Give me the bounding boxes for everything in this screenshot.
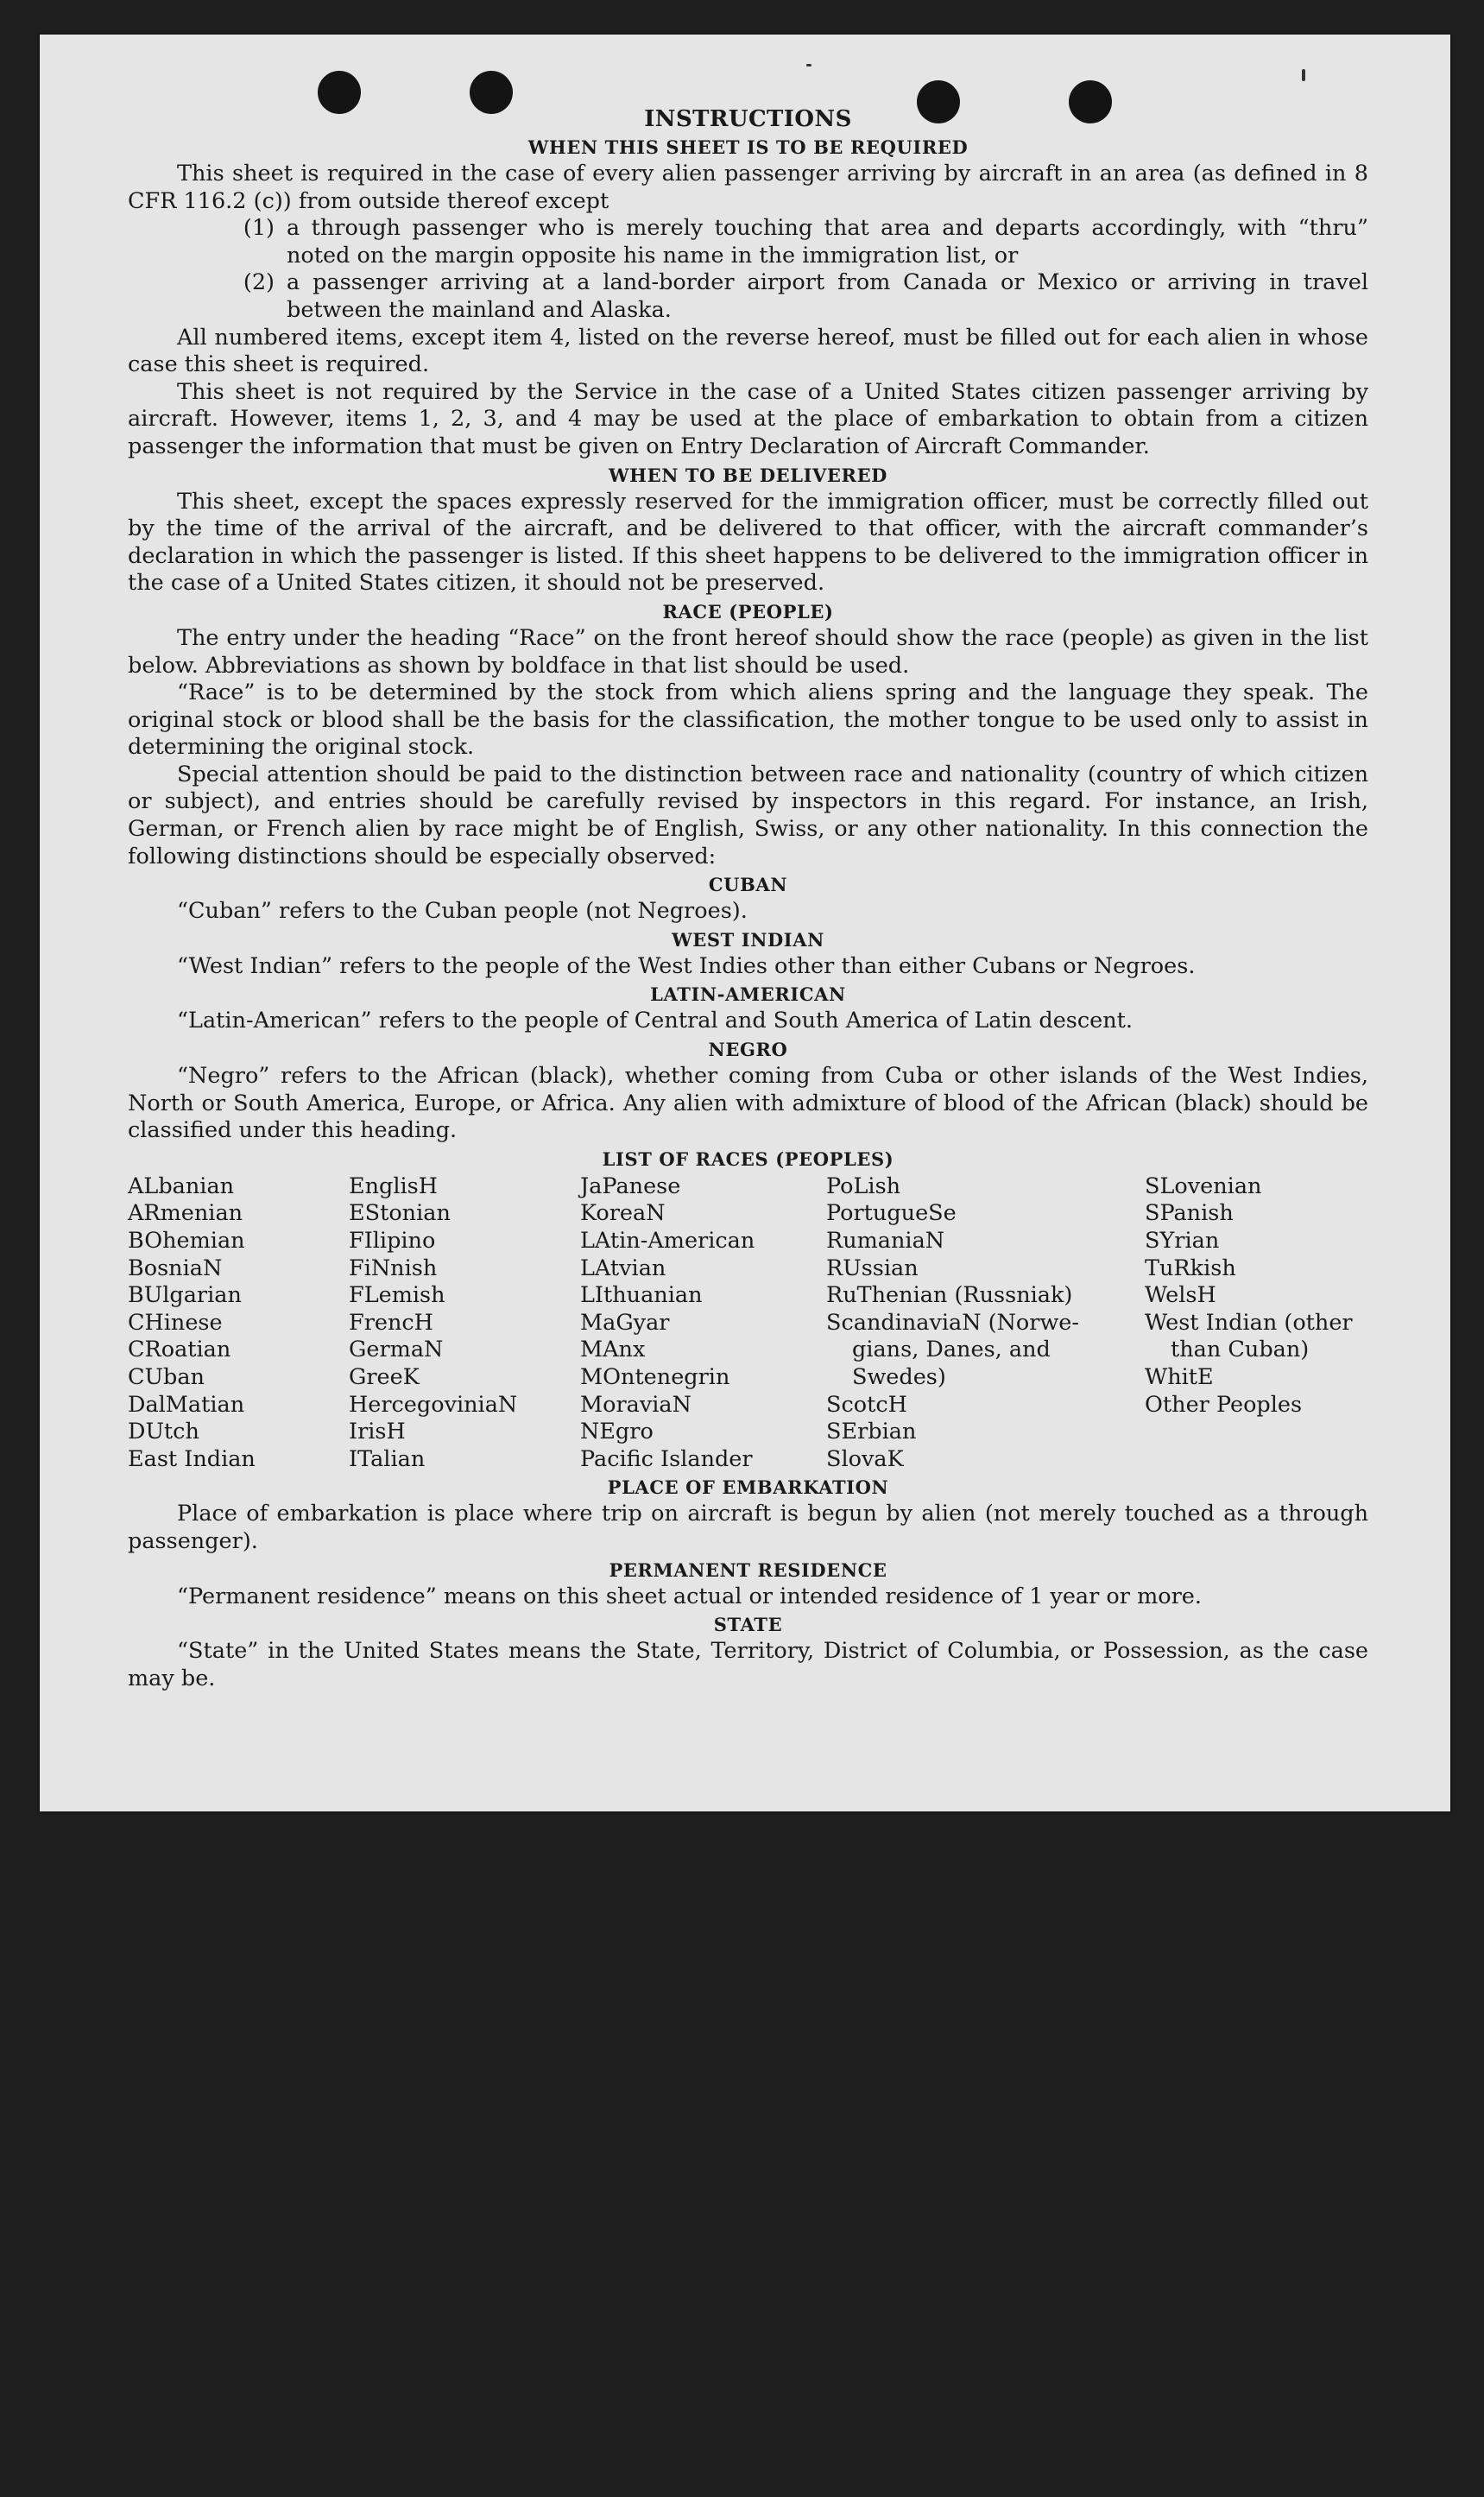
- section-heading: CUBAN: [708, 874, 788, 896]
- section-heading: PERMANENT RESIDENCE: [609, 1558, 887, 1581]
- race-item: BosniaN: [128, 1255, 223, 1281]
- race-item: West Indian (other: [1145, 1309, 1353, 1336]
- race-item: LAtvian: [580, 1255, 666, 1281]
- race-item: DalMatian: [128, 1391, 245, 1418]
- race-item: EStonian: [349, 1200, 451, 1227]
- race-item: MAnx: [580, 1337, 646, 1363]
- list-item: [128, 215, 1368, 269]
- race-item: ARmenian: [128, 1200, 243, 1227]
- race-item: IrisH: [349, 1419, 406, 1445]
- race-column: [128, 1173, 349, 1474]
- race-item: SPanish: [1145, 1200, 1234, 1227]
- race-item: TuRkish: [1145, 1255, 1236, 1281]
- race-item: KoreaN: [580, 1200, 666, 1227]
- race-item: GermaN: [349, 1337, 444, 1363]
- paragraph: This sheet is required in the case of every alien passenger arriving by aircraft in an area (as defined in 8 CFR 116.2 (c)) from outside thereof except: [128, 161, 1368, 214]
- race-item: LIthuanian: [580, 1282, 703, 1309]
- race-item: MoraviaN: [580, 1391, 691, 1418]
- race-item: East Indian: [128, 1445, 256, 1472]
- instructions-body: [128, 105, 1368, 1692]
- race-item: ALbanian: [128, 1173, 235, 1199]
- ink-mark: [1302, 69, 1305, 81]
- race-item: CRoatian: [128, 1337, 231, 1363]
- race-item: Other Peoples: [1145, 1391, 1303, 1418]
- race-column: [580, 1173, 826, 1474]
- paragraph: “Cuban” refers to the Cuban people (not Negroes).: [177, 898, 748, 925]
- paragraph: “West Indian” refers to the people of the West Indies other than either Cubans or Negroes.: [177, 952, 1196, 979]
- race-item: RumaniaN: [826, 1228, 945, 1254]
- race-item: MOntenegrin: [580, 1363, 730, 1390]
- section-heading: WHEN TO BE DELIVERED: [608, 464, 887, 486]
- race-item: BUlgarian: [128, 1282, 242, 1309]
- page-title: INSTRUCTIONS: [644, 106, 852, 132]
- race-item: EnglisH: [349, 1173, 438, 1199]
- race-item: RUssian: [826, 1255, 919, 1281]
- race-item: RuThenian (Russniak): [826, 1282, 1073, 1309]
- race-item: CUban: [128, 1363, 205, 1390]
- item-number: (1): [243, 215, 275, 242]
- paragraph: All numbered items, except item 4, listed on the reverse hereof, must be filled out for each alien in whose case this sheet is required.: [128, 324, 1368, 378]
- section-heading: LIST OF RACES (PEOPLES): [602, 1147, 894, 1170]
- race-item: WelsH: [1145, 1282, 1216, 1309]
- race-item: MaGyar: [580, 1309, 670, 1336]
- race-item: DUtch: [128, 1419, 199, 1445]
- paragraph: This sheet, except the spaces expressly reserved for the immigration officer, must be correctly filled out by the time of the arrival of the aircraft, and be delivered to that officer, with the aircraft commander’s declaration in which the passenger is listed. If this sheet happens to be delivered to the immigration officer in the case of a United States citizen, it should not be preserved.: [128, 488, 1368, 597]
- paragraph: “State” in the United States means the State, Territory, District of Columbia, or Possession, as the case may be.: [128, 1638, 1368, 1691]
- paragraph: “Negro” refers to the African (black), whether coming from Cuba or other islands of the West Indies, North or South America, Europe, or Africa. Any alien with admixture of blood of the African (black) should be classified under this heading.: [128, 1063, 1368, 1144]
- section-heading: PLACE OF EMBARKATION: [607, 1476, 889, 1499]
- paragraph: “Permanent residence” means on this sheet actual or intended residence of 1 year or more.: [177, 1583, 1202, 1609]
- item-text: a through passenger who is merely touching that area and departs accordingly, with “thru” noted on the margin opposite his name in the immigration list, or: [287, 215, 1368, 269]
- paragraph: Place of embarkation is place where trip on aircraft is begun by alien (not merely touched as a through passenger).: [128, 1501, 1368, 1554]
- race-item: WhitE: [1145, 1363, 1214, 1390]
- race-column: [349, 1173, 580, 1474]
- ink-mark: [806, 64, 811, 66]
- race-item: PoLish: [826, 1173, 901, 1199]
- list-item: [128, 269, 1368, 324]
- race-item: CHinese: [128, 1309, 223, 1336]
- section-heading: LATIN-AMERICAN: [650, 983, 846, 1006]
- race-item: SErbian: [826, 1419, 917, 1445]
- race-item-continued: than Cuban): [1171, 1337, 1310, 1363]
- section-heading: WHEN THIS SHEET IS TO BE REQUIRED: [527, 136, 969, 158]
- race-item: FiNnish: [349, 1255, 438, 1281]
- section-heading: STATE: [713, 1614, 783, 1636]
- race-item: ITalian: [349, 1445, 426, 1472]
- race-item: JaPanese: [580, 1173, 681, 1199]
- race-item: PortugueSe: [826, 1200, 957, 1227]
- race-item: LAtin-American: [580, 1228, 755, 1254]
- section-heading: NEGRO: [708, 1039, 788, 1061]
- document-sheet: [40, 35, 1450, 1811]
- race-item: ScandinaviaN (Norwe-: [826, 1309, 1080, 1336]
- item-number: (2): [243, 269, 275, 296]
- race-item: Pacific Islander: [580, 1445, 753, 1472]
- paragraph: “Race” is to be determined by the stock from which aliens spring and the language they speak. The original stock or blood shall be the basis for the classification, the mother tongue to be used only to assist in determining the original stock.: [128, 680, 1368, 761]
- paragraph: The entry under the heading “Race” on the front hereof should show the race (people) as given in the list below. Abbreviations as shown by boldface in that list should be used.: [128, 624, 1368, 679]
- race-column: [826, 1173, 1145, 1474]
- section-heading: RACE (PEOPLE): [662, 600, 834, 623]
- race-item-continued: Swedes): [852, 1363, 946, 1390]
- race-item: FLemish: [349, 1282, 445, 1309]
- paragraph: This sheet is not required by the Service in the case of a United States citizen passenger arriving by aircraft. However, items 1, 2, 3, and 4 may be used at the place of embarkation to obtain from a citizen passenger the information that must be given on Entry Declaration of Aircraft Commander.: [128, 378, 1368, 459]
- race-item-continued: gians, Danes, and: [852, 1337, 1051, 1363]
- section-heading: WEST INDIAN: [672, 928, 824, 951]
- race-item: GreeK: [349, 1363, 420, 1390]
- race-list: [128, 1173, 1368, 1474]
- race-item: ScotcH: [826, 1391, 907, 1418]
- race-item: SlovaK: [826, 1445, 904, 1472]
- race-item: BOhemian: [128, 1228, 245, 1254]
- race-item: FIlipino: [349, 1228, 436, 1254]
- race-item: NEgro: [580, 1419, 654, 1445]
- race-item: SLovenian: [1145, 1173, 1262, 1199]
- race-column: [1145, 1173, 1368, 1474]
- item-text: a passenger arriving at a land-border airport from Canada or Mexico or arriving in travel between the mainland and Alaska.: [287, 269, 1368, 323]
- race-item: SYrian: [1145, 1228, 1220, 1254]
- race-item: FrencH: [349, 1309, 433, 1336]
- paragraph: Special attention should be paid to the distinction between race and nationality (country of which citizen or subject), and entries should be carefully revised by inspectors in this regard. For instance, an Irish, German, or French alien by race might be of English, Swiss, or any other nationality. In this connection the following distinctions should be especially observed:: [128, 761, 1368, 869]
- paragraph: “Latin-American” refers to the people of Central and South America of Latin descent.: [177, 1008, 1134, 1034]
- race-item: HercegoviniaN: [349, 1391, 518, 1418]
